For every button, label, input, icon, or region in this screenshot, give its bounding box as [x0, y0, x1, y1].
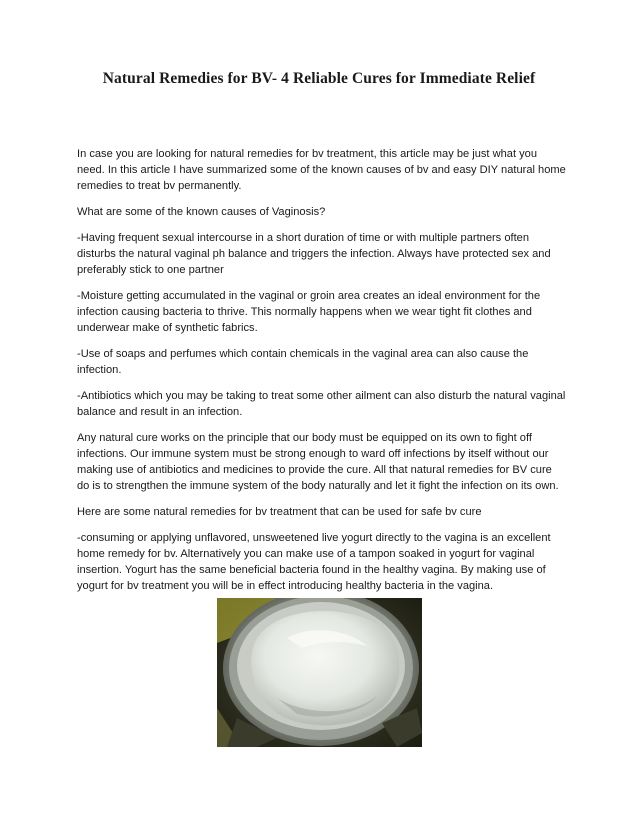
paragraph-cause-intercourse: -Having frequent sexual intercourse in a short duration of time or with multiple partners often disturbs the natural vaginal ph balance and triggers the infection. Always have protected sex and preferably stick to one partner — [77, 232, 551, 276]
paragraph-cause-moisture: -Moisture getting accumulated in the vaginal or groin area creates an ideal environment for the infection causing bacteria to thrive. This normally happens when we wear tight fit clothes and underwear make of synthetic fabrics. — [77, 290, 541, 334]
article-body — [77, 146, 567, 604]
paragraph-natural-cure: Any natural cure works on the principle that our body must be equipped on its own to fight off infections. Our immune system must be strong enough to ward off infections by itself without our making use of antibiotics and medicines to provide the cure. All that natural remedies for BV cure do is to strengthen the immune system of the body naturally and let it fight the infection on its own. — [77, 432, 559, 492]
paragraph-cause-soaps: -Use of soaps and perfumes which contain chemicals in the vaginal area can also cause the infection. — [77, 348, 529, 376]
yogurt-photo — [217, 598, 422, 747]
paragraph-causes-heading: What are some of the known causes of Vaginosis? — [77, 206, 326, 218]
page-title: Natural Remedies for BV- 4 Reliable Cures for Immediate Relief — [102, 70, 536, 87]
paragraph-cause-antibiotics: -Antibiotics which you may be taking to treat some other ailment can also disturb the natural vaginal balance and result in an infection. — [77, 390, 566, 418]
yogurt-strainer-illustration — [217, 598, 422, 747]
paragraph-remedies-heading: Here are some natural remedies for bv treatment that can be used for safe bv cure — [77, 506, 482, 518]
paragraph-yogurt-remedy: -consuming or applying unflavored, unsweetened live yogurt directly to the vagina is an excellent home remedy for bv. Alternatively you can make use of a tampon soaked in yogurt for vaginal insertion. Yogurt has the same beneficial bacteria found in the healthy vagina. By making use of yogurt for bv treatment you will be in effect introducing healthy bacteria in the vagina. — [77, 532, 551, 592]
paragraph-intro: In case you are looking for natural remedies for bv treatment, this article may be just what you need. In this article I have summarized some of the known causes of bv and easy DIY natural home remedies to treat bv permanently. — [77, 148, 566, 192]
